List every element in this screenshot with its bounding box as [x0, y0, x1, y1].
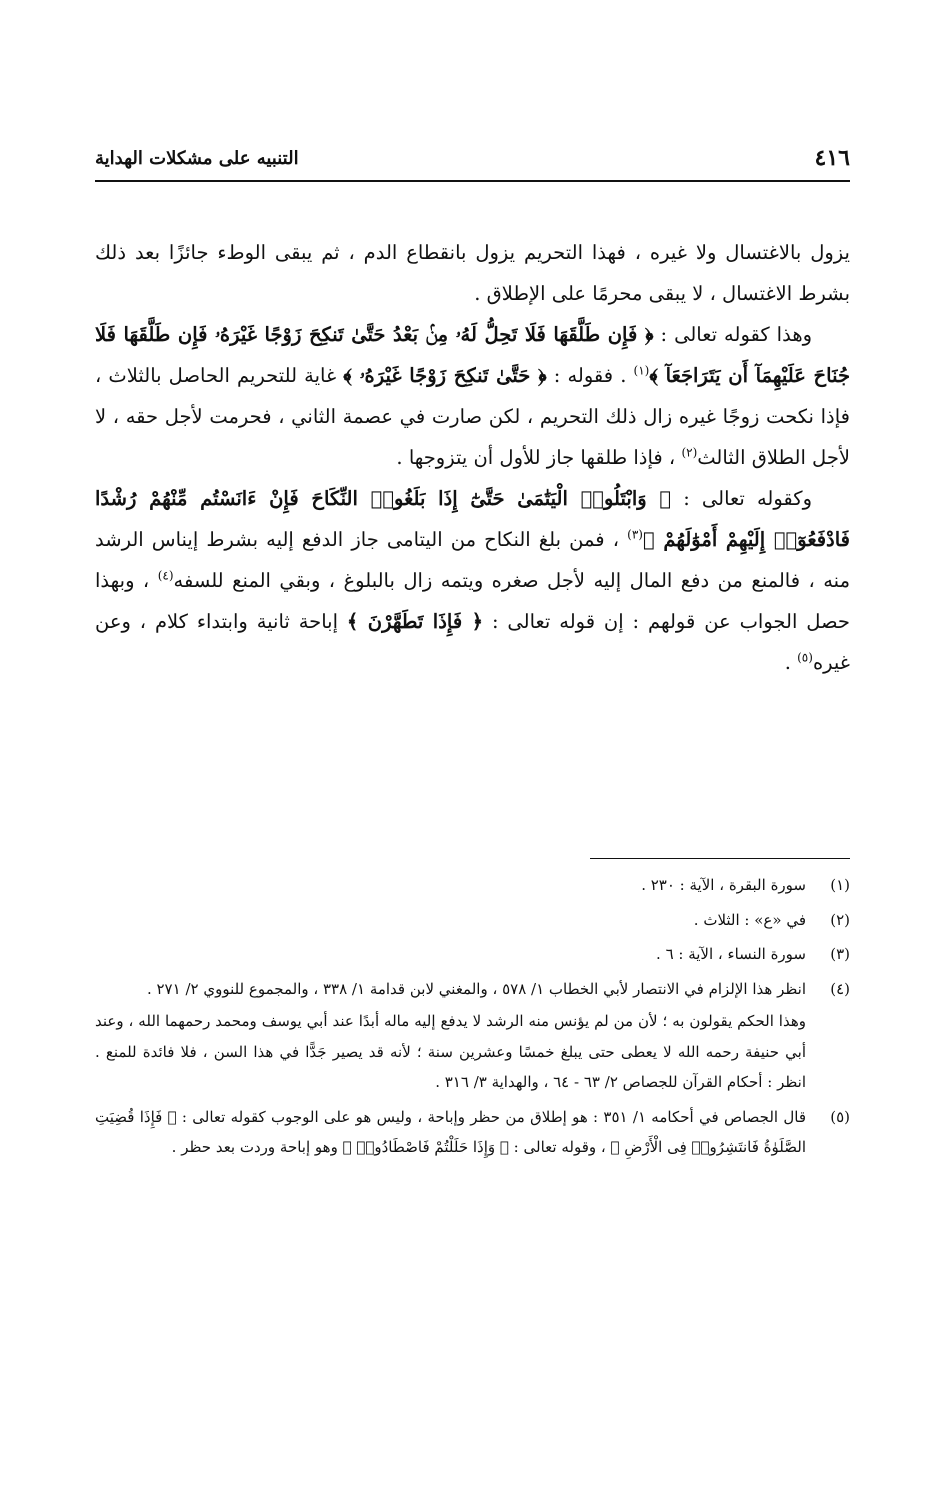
footnote-1 [95, 870, 850, 901]
quran-verse: ﴿ وَابْتَلُوا۟ الْيَتَٰمَىٰ حَتَّىٰٓ إِذَا بَلَغُوا۟ النِّكَاحَ فَإِنْ ءَانَسْتُم مِّنْهُمْ رُشْدًا فَادْفَعُوٓا۟ إِلَيْهِمْ أَمْوَٰلَهُمْ ﴾ [95, 487, 851, 551]
footnote-text: سورة النساء ، الآية : ٦ . [656, 945, 806, 963]
p3-dot: . [784, 651, 798, 674]
footnote-rule [590, 858, 850, 859]
p2-mid: . فقوله : [553, 364, 634, 387]
footnote-number: (١) [830, 876, 850, 894]
page-number: ٤١٦ [814, 145, 850, 171]
footnote-2 [95, 905, 850, 936]
p3-end: إباحة ثانية وابتداء كلام ، وعن غيره [95, 610, 850, 674]
p2-intro: وهذا كقوله تعالى : [660, 323, 813, 346]
footnote-5 [95, 1102, 850, 1163]
footnote-body [95, 974, 806, 1098]
footnote-ref-2: (٢) [681, 445, 698, 460]
footnote-commentary: وهذا الحكم يقولون به ؛ لأن من لم يؤنس منه الرشد لا يدفع إليه ماله أبدًا عند أبي يوسف ومحمد رحمهما الله ، وعند أبي حنيفة رحمه الله لا يعطى حتى يبلغ خمسًا وعشرين سنة ؛ لأنه قد يصير جَدًّا في هذا السن ، فلا فائدة للمنع . انظر : أحكام القرآن للجصاص ٢/ ٦٣ - ٦٤ ، والهداية ٣/ ٣١٦ . [95, 1012, 806, 1091]
footnote-text: سورة البقرة ، الآية : ٢٣٠ . [641, 876, 806, 894]
footnote-ref-4: (٤) [157, 568, 174, 583]
footnote-3 [95, 939, 850, 970]
footnote-ref-1: (١) [633, 363, 650, 378]
footnotes [95, 870, 850, 1167]
footnote-ref-5: (٥) [797, 650, 813, 665]
p3-mid2: ، وبهذا حصل الجواب عن قولهم : إن قوله تعالى : [95, 569, 850, 633]
p3-intro: وكقوله تعالى : [683, 487, 812, 510]
paragraph-3 [95, 478, 850, 683]
footnote-text: قال الجصاص في أحكامه ١/ ٣٥١ : هو إطلاق من حظر وإباحة ، وليس هو على الوجوب كقوله تعالى : ﴿ فَإِذَا قُضِيَتِ الصَّلَوٰةُ فَانتَشِرُوا۟ فِى الْأَرْضِ ﴾ ، وقوله تعالى : ﴿ وَإِذَا حَلَلْتُمْ فَاصْطَادُوا۟ ﴾ وهو إباحة وردت بعد حظر . [95, 1107, 807, 1156]
footnote-text: في «ع» : الثلاث . [693, 910, 806, 929]
quran-verse: ﴿ حَتَّىٰ تَنكِحَ زَوْجًا غَيْرَهُۥ ﴾ [343, 364, 547, 387]
p2-rest: غاية للتحريم الحاصل بالثلاث ، فإذا نكحت زوجًا غيره زال ذلك التحريم ، لكن صارت في عصمة الثاني ، فحرمت لأجل حقه ، لا لأجل الطلاق الثالث [95, 364, 850, 469]
header-rule [95, 180, 850, 182]
paragraph-2 [95, 314, 850, 478]
p3-mid: ، فمن بلغ النكاح من اليتامى جاز الدفع إليه بشرط إيناس الرشد منه ، فالمنع من دفع المال إليه لأجل صغره ويتمه زال بالبلوغ ، وبقي المنع للسفه [95, 528, 851, 592]
footnote-number: (٣) [830, 945, 850, 963]
footnote-number: (٥) [830, 1107, 850, 1126]
quran-verse: ﴿ فَإِذَا تَطَهَّرْنَ ﴾ [346, 610, 484, 633]
page-header [95, 138, 850, 178]
running-title: التنبيه على مشكلات الهداية [95, 147, 299, 169]
footnote-number: (٢) [830, 910, 850, 929]
footnote-number: (٤) [830, 979, 850, 998]
quran-verse: ﴿ فَإِن طَلَّقَهَا فَلَا تَحِلُّ لَهُۥ مِنۢ بَعْدُ حَتَّىٰ تَنكِحَ زَوْجًا غَيْرَهُۥ فَإِن طَلَّقَهَا فَلَا جُنَاحَ عَلَيْهِمَآ أَن يَتَرَاجَعَآ ﴾ [95, 323, 851, 387]
main-text [95, 232, 850, 683]
footnote-text: انظر هذا الإلزام في الانتصار لأبي الخطاب ١/ ٥٧٨ ، والمغني لابن قدامة ١/ ٣٣٨ ، والمجموع للنووي ٢/ ٢٧١ . [146, 979, 806, 998]
p2-end: ، فإذا طلقها جاز للأول أن يتزوجها . [396, 446, 676, 469]
paragraph-1: يزول بالاغتسال ولا غيره ، فهذا التحريم يزول بانقطاع الدم ، ثم يبقى الوطء جائزًا بعد ذلك بشرط الاغتسال ، لا يبقى محرمًا على الإطلاق . [95, 241, 850, 305]
footnote-4 [95, 974, 850, 1098]
footnote-ref-3: (٣) [627, 527, 643, 542]
